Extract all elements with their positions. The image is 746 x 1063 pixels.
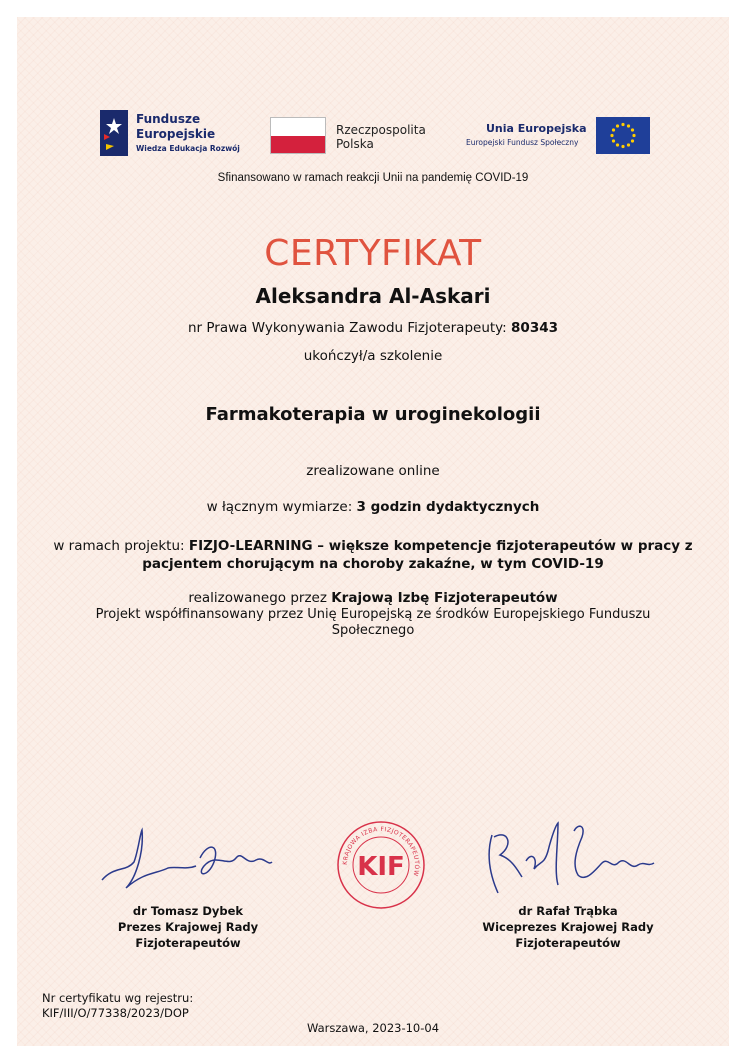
ue-line1: Unia Europejska — [486, 122, 587, 135]
mode-text: zrealizowane online — [306, 463, 440, 479]
fe-star-icon — [100, 110, 128, 156]
certificate-title: CERTYFIKAT — [264, 233, 482, 274]
seal-ring-text: KRAJOWA IZBA FIZJOTERAPEUTÓW — [341, 825, 421, 878]
license-line — [0, 320, 746, 336]
signature-right — [458, 903, 678, 951]
license-number: 80343 — [511, 320, 558, 336]
funding-note: Sfinansowano w ramach reakcji Unii na pandemię COVID-19 — [217, 172, 529, 184]
signatory-left-name: dr Tomasz Dybek — [132, 904, 244, 918]
course-name: Farmakoterapia w uroginekologii — [205, 404, 541, 425]
signatory-left-role1: Prezes Krajowej Rady — [117, 920, 259, 934]
signature-left — [98, 903, 278, 951]
ue-line2: Europejski Fundusz Społeczny — [466, 138, 579, 147]
polish-flag-icon — [270, 117, 326, 154]
signature-left-image — [96, 822, 276, 894]
registry-label: Nr certyfikatu wg rejestru: — [42, 991, 194, 1005]
recipient-name: Aleksandra Al-Askari — [255, 284, 491, 308]
fe-line2: Europejskie — [136, 127, 216, 141]
signature-right-image — [478, 815, 658, 900]
hours-line — [0, 499, 746, 515]
place-date: Warszawa, 2023-10-04 — [306, 1021, 440, 1035]
project-line — [40, 537, 706, 573]
signatory-left-role2: Fizjoterapeutów — [135, 936, 241, 950]
fundusze-europejskie-logo — [100, 108, 240, 158]
license-prefix: nr Prawa Wykonywania Zawodu Fizjoterapeuty: — [188, 320, 512, 336]
signatory-right-role2: Fizjoterapeutów — [515, 936, 621, 950]
project-name: FIZJO-LEARNING – większe kompetencje fizjoterapeutów w pracy z pacjentem chorującym na choroby zakaźne, w tym COVID-19 — [142, 538, 693, 572]
seal-mark: KIF — [357, 852, 405, 882]
rp-line1: Rzeczpospolita — [336, 123, 426, 137]
completed-text: ukończył/a szkolenie — [303, 348, 443, 364]
org-name: Krajową Izbę Fizjoterapeutów — [331, 590, 558, 606]
registry-number: KIF/III/O/77338/2023/DOP — [42, 1006, 189, 1020]
eu-flag-icon — [596, 117, 650, 154]
fe-line1: Fundusze — [136, 112, 201, 126]
signatory-right-role1: Wiceprezes Krajowej Rady — [482, 920, 654, 934]
organizer-line — [0, 590, 746, 606]
org-prefix: realizowanego przez — [188, 590, 332, 606]
rp-line2: Polska — [336, 137, 374, 151]
project-prefix: w ramach projektu: — [53, 538, 189, 554]
kif-seal-icon — [336, 820, 426, 910]
hours-prefix: w łącznym wymiarze: — [206, 499, 357, 515]
hours-value: 3 godzin dydaktycznych — [356, 499, 540, 515]
signatory-right-name: dr Rafał Trąbka — [518, 904, 618, 918]
cofinance-text: Projekt współfinansowany przez Unię Europejską ze środków Europejskiego Funduszu Społecznego — [95, 607, 651, 638]
fe-line3: Wiedza Edukacja Rozwój — [136, 144, 240, 153]
